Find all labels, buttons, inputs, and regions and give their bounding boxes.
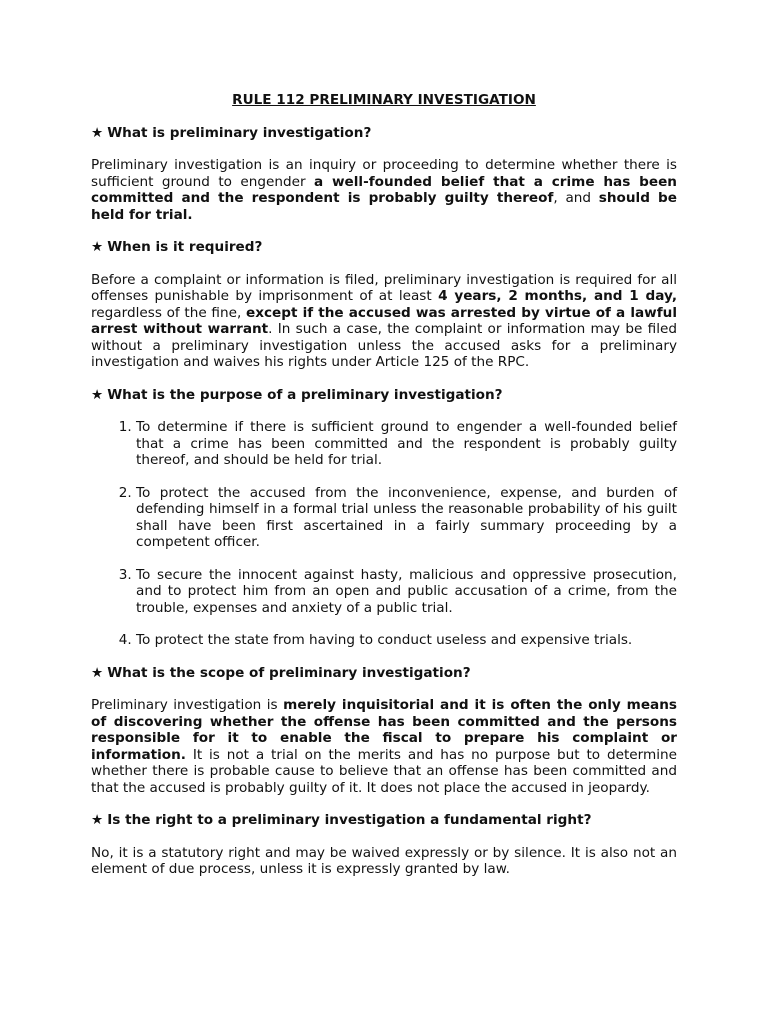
list-item: 1. To determine if there is sufficient ground to engender a well-founded belief that a crime has been committed and the respondent is probably guilty thereof, and should be held for trial. [136,419,677,469]
question-text: What is preliminary investigation? [107,124,372,141]
emphasized-text: a well-founded belief that a crime has been committed and the respondent is probably guilty thereof [91,173,677,206]
question-heading [91,812,677,829]
star-icon: ★ [91,124,104,141]
list-item: 4. To protect the state from having to conduct useless and expensive trials. [136,632,677,649]
answer-paragraph [91,697,677,796]
star-icon: ★ [91,386,104,403]
list-item: 2. To protect the accused from the inconvenience, expense, and burden of defending himself in a formal trial unless the reasonable probability of his guilt shall have been first ascertained in a fairly summary proceeding by a competent officer. [136,485,677,551]
emphasized-text: merely inquisitorial and it is often the only means of discovering whether the offense has been committed and the persons responsible for it to enable the fiscal to prepare his complaint or information. [91,697,678,763]
text-run: It is not a trial on the merits and has no purpose but to determine whether there is probable cause to believe that an offense has been committed and that the accused is probably guilty of it. It does not place the accused in jeopardy. [91,746,677,796]
question-text: Is the right to a preliminary investigation a fundamental right? [107,812,592,828]
emphasized-text: except if the accused was arrested by virtue of a lawful arrest without warrant [91,304,677,337]
text-run: Before a complaint or information is filed, preliminary investigation is required for all offenses punishable by imprisonment of at least [91,271,677,304]
text-run: . In such a case, the complaint or information may be filed without a preliminary investigation unless the accused asks for a preliminary investigation and waives his rights under Article 125 of the RPC. [91,321,677,370]
answer-paragraph [91,157,677,223]
star-icon: ★ [91,664,104,681]
question-text: When is it required? [107,239,263,255]
emphasized-text: 4 years, 2 months, and 1 day, [438,288,677,304]
text-run: regardless of the fine, [91,304,246,321]
question-text: What is the scope of preliminary investigation? [107,664,471,681]
star-icon: ★ [91,812,104,828]
emphasized-text: should be held for trial. [91,190,678,223]
document-title: RULE 112 PRELIMINARY INVESTIGATION [232,92,536,108]
answer-paragraph [91,272,677,371]
text-run: Preliminary investigation is an inquiry or proceeding to determine whether there is sufficient ground to engender [91,157,677,190]
text-run: , and [553,190,599,206]
text-run: Preliminary investigation is [91,697,284,713]
question-heading [91,239,677,256]
list-item: 3. To secure the innocent against hasty, malicious and oppressive prosecution, and to protect him from an open and public accusation of a crime, from the trouble, expenses and anxiety of a public trial. [136,567,677,617]
question-text: What is the purpose of a preliminary investigation? [107,386,503,403]
purpose-list [91,419,677,649]
text-run: No, it is a statutory right and may be waived expressly or by silence. It is also not an element of due process, unless it is expressly granted by law. [91,844,677,877]
question-heading [91,387,677,404]
answer-paragraph [91,845,677,878]
question-heading [91,125,677,142]
question-heading [91,665,677,682]
document-page [91,92,677,894]
star-icon: ★ [91,239,104,255]
